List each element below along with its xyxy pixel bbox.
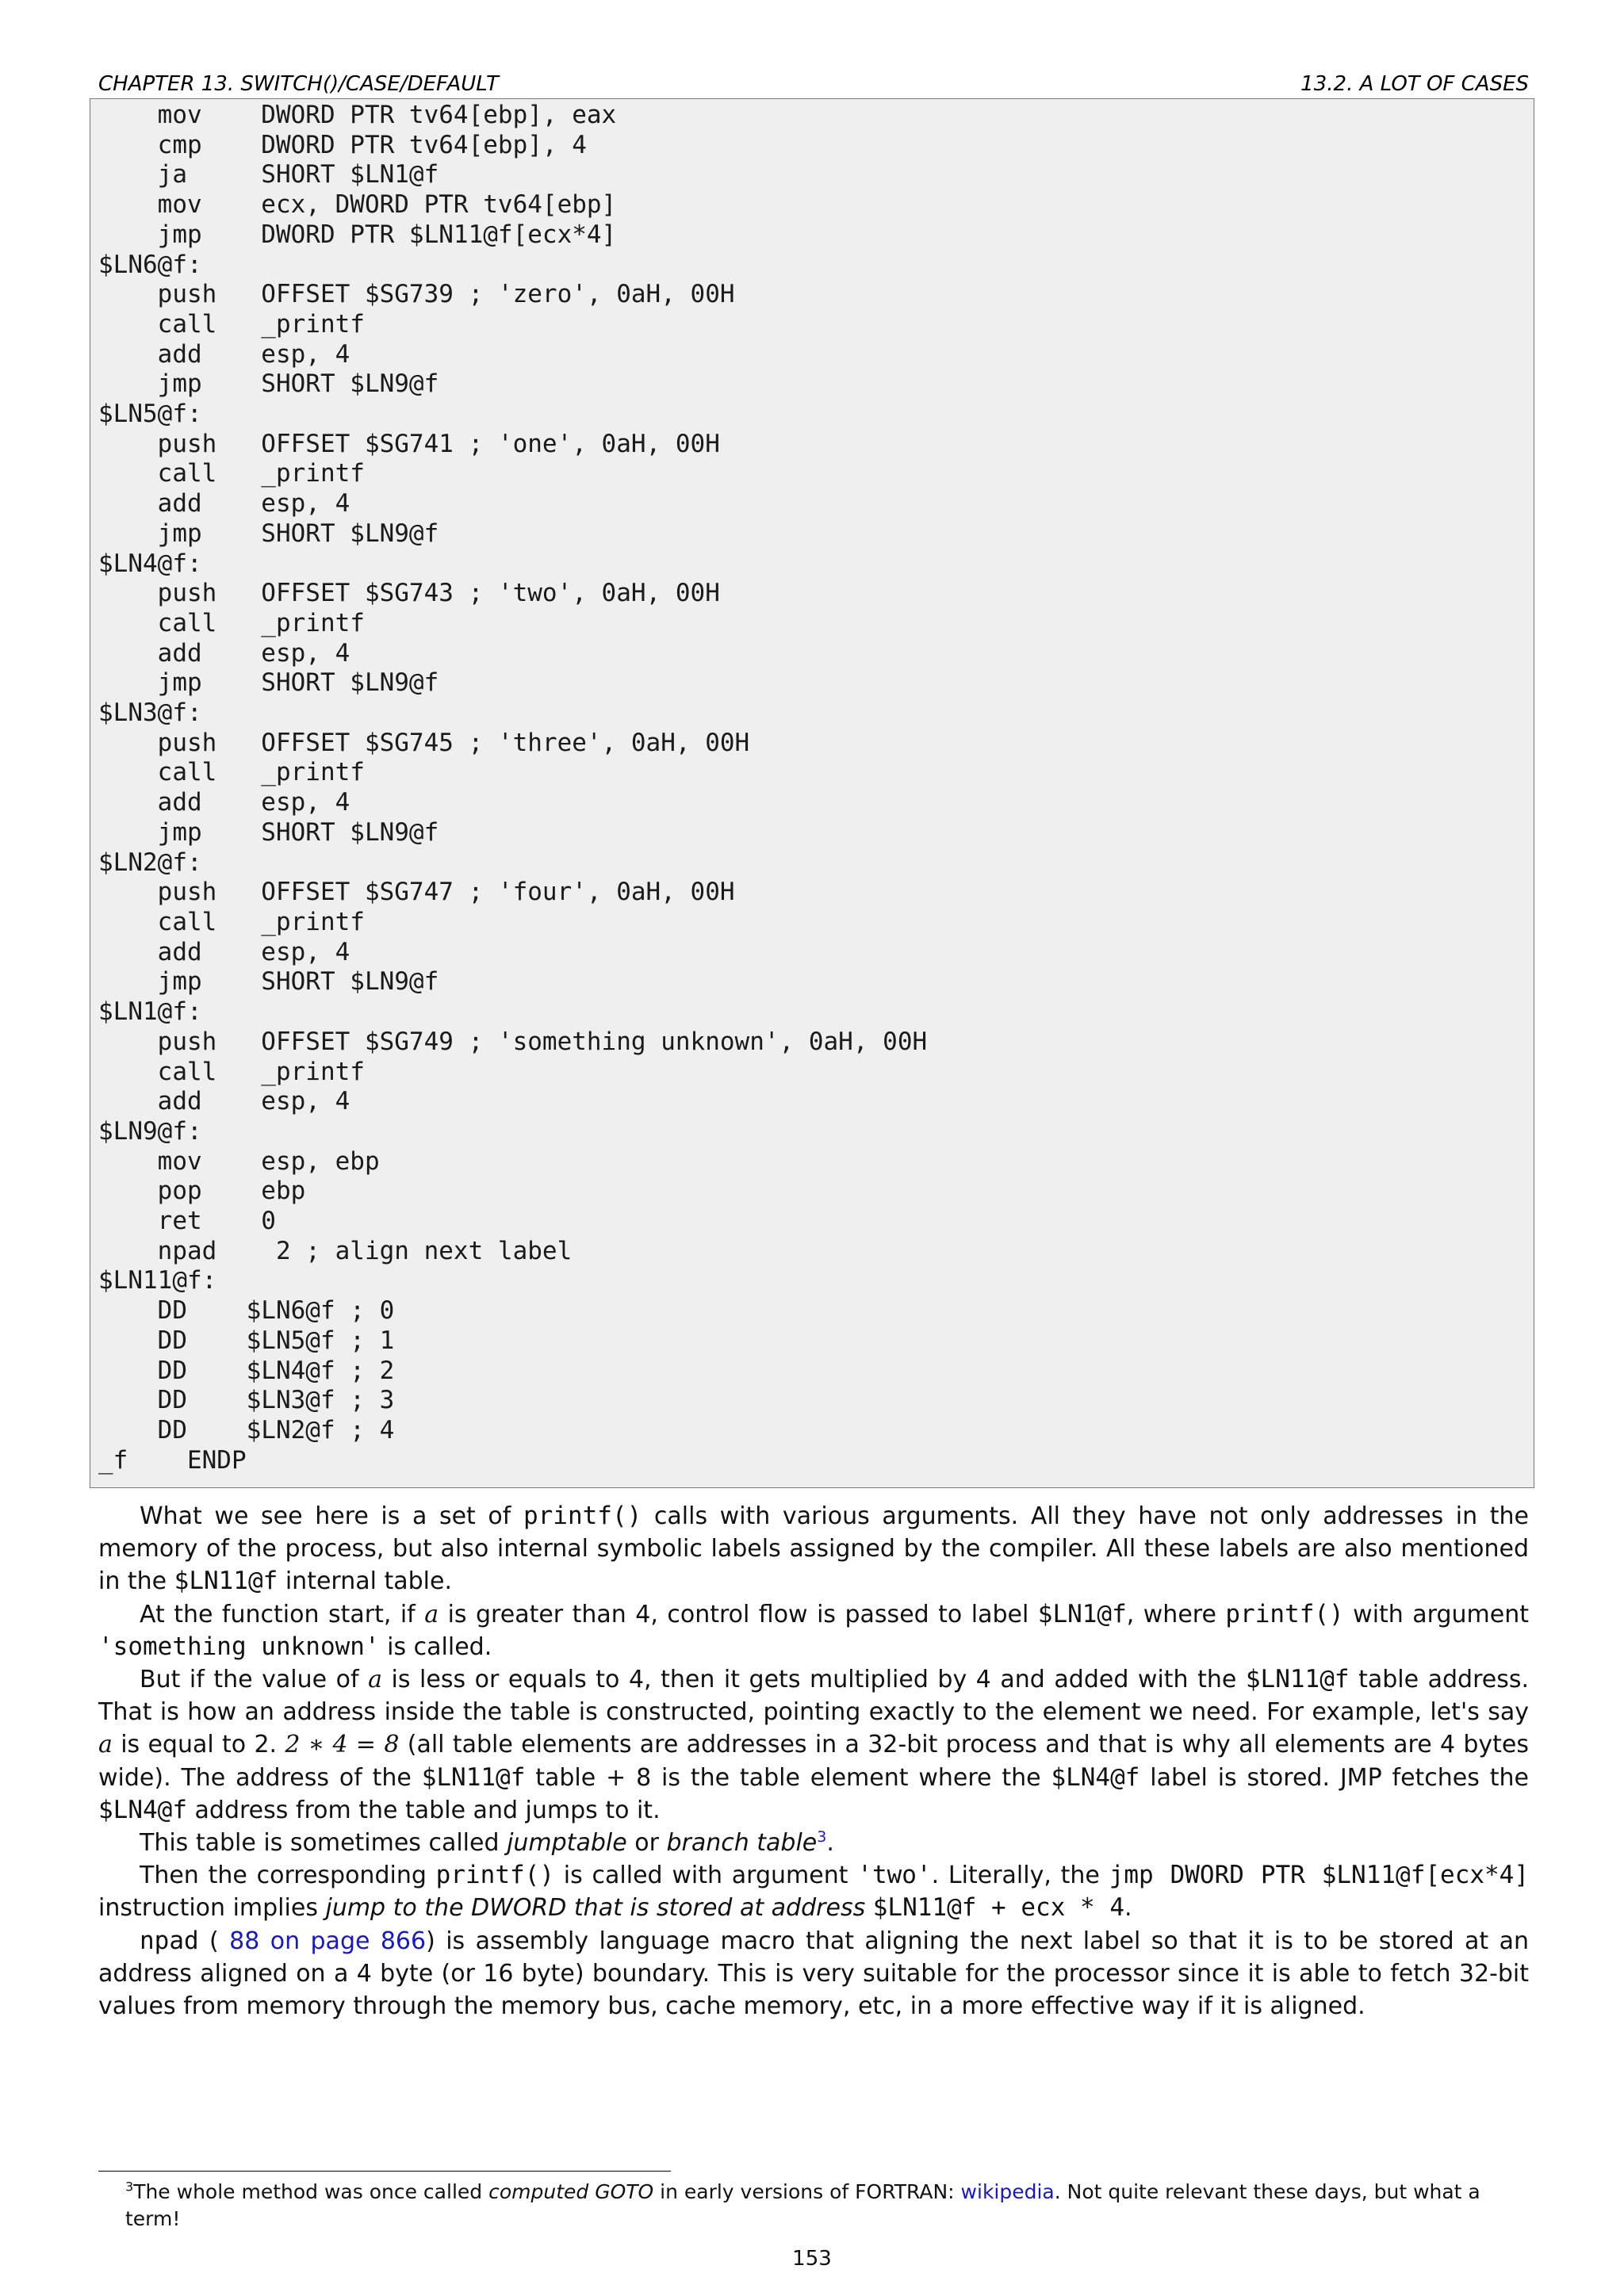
code-listing (90, 98, 1534, 1488)
inline-code: $LN11@f (1245, 1665, 1350, 1694)
inline-code: $LN1@f (1037, 1599, 1127, 1628)
code-line: DD $LN5@f ; 1 (98, 1326, 395, 1355)
paragraph (98, 1859, 1529, 1924)
cross-reference-link[interactable]: 88 on page 866 (229, 1927, 427, 1955)
inline-code: printf() (523, 1502, 642, 1530)
text: Then the corresponding (140, 1862, 436, 1890)
text: . (826, 1829, 834, 1858)
italic-term: computed GOTO (488, 2180, 654, 2203)
code-line: DD $LN4@f ; 2 (98, 1356, 395, 1385)
code-line: DD $LN6@f ; 0 (98, 1296, 395, 1326)
paragraph (98, 1598, 1529, 1663)
text: . Literally, the (931, 1862, 1109, 1890)
chapter-title: CHAPTER 13. SWITCH()/CASE/DEFAULT (98, 72, 499, 96)
code-line: push OFFSET $SG741 ; 'one', 0aH, 00H (98, 429, 720, 458)
code-line: call _printf (98, 1057, 365, 1086)
text: label is stored. JMP fetches the (1139, 1763, 1529, 1792)
footnote (125, 2179, 1529, 2233)
text: table + 8 is the table element where the (525, 1763, 1051, 1792)
inline-code: 'something unknown' (98, 1632, 380, 1661)
code-line: ret 0 (98, 1207, 276, 1236)
text: is called. (379, 1632, 492, 1661)
text: or (626, 1829, 667, 1858)
running-header (98, 70, 1529, 98)
code-line: call _printf (98, 907, 365, 936)
text: . Not quite relevant these days, but what a term! (125, 2180, 1480, 2230)
text: calls with various arguments. All they have not only addresses in the memory of the process, but also internal symbolic labels assigned by the compiler. All these labels are also mentioned in the (98, 1502, 1530, 1596)
text: . (1124, 1894, 1132, 1923)
text: address from the table and jumps to it. (186, 1796, 661, 1824)
inline-code: printf() (435, 1861, 554, 1890)
text: internal table. (278, 1567, 453, 1596)
code-line: add esp, 4 (98, 1087, 350, 1116)
text: What we see here is a set of (140, 1502, 523, 1530)
text: ) is assembly language macro that aligning the next label so that it is to be stored at an address aligned on a 4 byte (or 16 byte) boundary. This is very suitable for the processor since it is able to fetch 32-bit values from memory through the memory bus, cache memory, etc, in a more effective way if it is aligned. (98, 1927, 1529, 2021)
code-line: $LN2@f: (98, 848, 202, 877)
code-line: $LN3@f: (98, 698, 202, 728)
code-line: jmp SHORT $LN9@f (98, 817, 439, 847)
text: (all table elements are addresses in a 32-bit process and that is why all elements are 4 bytes wide). The address of the (98, 1731, 1530, 1792)
code-line: jmp SHORT $LN9@f (98, 967, 439, 997)
inline-code: $LN4@f (1051, 1762, 1140, 1792)
footnote-number: 3 (125, 2179, 134, 2195)
math-variable: a (368, 1666, 382, 1694)
code-line: push OFFSET $SG745 ; 'three', 0aH, 00H (98, 728, 750, 757)
assembly-code (98, 101, 927, 1475)
code-line: pop ebp (98, 1177, 306, 1206)
page-number: 153 (792, 2247, 832, 2271)
code-line: DD $LN3@f ; 3 (98, 1386, 395, 1415)
code-line: npad 2 ; align next label (98, 1236, 573, 1265)
text: is less or equals to 4, then it gets multiplied by 4 and added with the (381, 1666, 1246, 1694)
text: , where (1126, 1600, 1226, 1628)
text: with argument (1343, 1600, 1529, 1628)
text (865, 1894, 873, 1922)
wikipedia-link[interactable]: wikipedia (960, 2180, 1055, 2203)
inline-code: npad (140, 1926, 199, 1955)
footnote-rule (98, 2171, 671, 2172)
code-line: mov esp, ebp (98, 1146, 380, 1176)
text: in early versions of FORTRAN: (653, 2180, 961, 2203)
italic-phrase: jump to the DWORD that is stored at address (325, 1894, 866, 1923)
text: table address. That is how an address inside the table is constructed, pointing exactly to the element we need. For example, let's say (98, 1666, 1530, 1727)
text: is called with argument (553, 1862, 858, 1890)
inline-code: 'two' (857, 1861, 932, 1890)
code-line: mov ecx, DWORD PTR tv64[ebp] (98, 190, 617, 220)
text: But if the value of (140, 1666, 369, 1694)
math-expression: 2 ∗ 4 = 8 (285, 1731, 400, 1759)
section-title: 13.2. A LOT OF CASES (1300, 72, 1529, 96)
paragraph (98, 1925, 1529, 2023)
italic-term: jumptable (507, 1829, 627, 1858)
code-line: add esp, 4 (98, 489, 350, 519)
code-line: push OFFSET $SG739 ; 'zero', 0aH, 00H (98, 280, 735, 309)
code-line: push OFFSET $SG747 ; 'four', 0aH, 00H (98, 878, 735, 907)
inline-code: $LN4@f (98, 1795, 187, 1824)
code-line: DD $LN2@f ; 4 (98, 1415, 395, 1445)
text: At the function start, if (140, 1600, 425, 1628)
inline-code: jmp DWORD PTR $LN11@f[ecx*4] (1109, 1861, 1530, 1890)
code-line: $LN6@f: (98, 250, 202, 279)
code-line: $LN11@f: (98, 1266, 217, 1295)
code-line: $LN4@f: (98, 549, 202, 578)
code-line: jmp SHORT $LN9@f (98, 369, 439, 399)
inline-code: $LN11@f (174, 1567, 278, 1596)
code-line: call _printf (98, 608, 365, 637)
code-line: push OFFSET $SG749 ; 'something unknown', 0aH, 00H (98, 1027, 928, 1056)
text: instruction implies (98, 1894, 326, 1923)
paragraph (98, 1827, 1529, 1859)
code-line: jmp SHORT $LN9@f (98, 519, 439, 548)
code-line: add esp, 4 (98, 339, 350, 369)
italic-term: branch table (666, 1829, 818, 1858)
code-line: $LN9@f: (98, 1116, 202, 1146)
code-line: $LN1@f: (98, 997, 202, 1027)
inline-code: $LN11@f (421, 1762, 526, 1792)
text: is greater than 4, control flow is passed to label (439, 1600, 1038, 1628)
body-text (98, 1500, 1529, 2022)
code-line: push OFFSET $SG743 ; 'two', 0aH, 00H (98, 579, 720, 608)
code-line: ja SHORT $LN1@f (98, 160, 439, 189)
code-line: $LN5@f: (98, 400, 202, 429)
code-line: mov DWORD PTR tv64[ebp], eax (98, 101, 617, 129)
code-line: add esp, 4 (98, 638, 350, 668)
code-line: call _printf (98, 758, 365, 787)
text: is equal to 2. (112, 1731, 285, 1759)
math-variable: a (424, 1600, 439, 1628)
inline-code: printf() (1225, 1599, 1344, 1628)
code-line: cmp DWORD PTR tv64[ebp], 4 (98, 130, 587, 159)
text: This table is sometimes called (140, 1829, 508, 1858)
text: The whole method was once called (133, 2180, 489, 2203)
text: ( (198, 1927, 230, 1955)
code-line: call _printf (98, 309, 365, 339)
paragraph (98, 1500, 1529, 1598)
footnote-marker[interactable]: 3 (817, 1828, 827, 1846)
code-line: call _printf (98, 459, 365, 488)
paragraph (98, 1663, 1529, 1827)
inline-code: $LN11@f + ecx * 4 (872, 1893, 1125, 1923)
code-line: jmp DWORD PTR $LN11@f[ecx*4] (98, 220, 617, 249)
code-line: add esp, 4 (98, 788, 350, 817)
code-line: _f ENDP (98, 1445, 247, 1475)
code-line: jmp SHORT $LN9@f (98, 668, 439, 698)
code-line: add esp, 4 (98, 937, 350, 966)
math-variable: a (98, 1731, 113, 1759)
